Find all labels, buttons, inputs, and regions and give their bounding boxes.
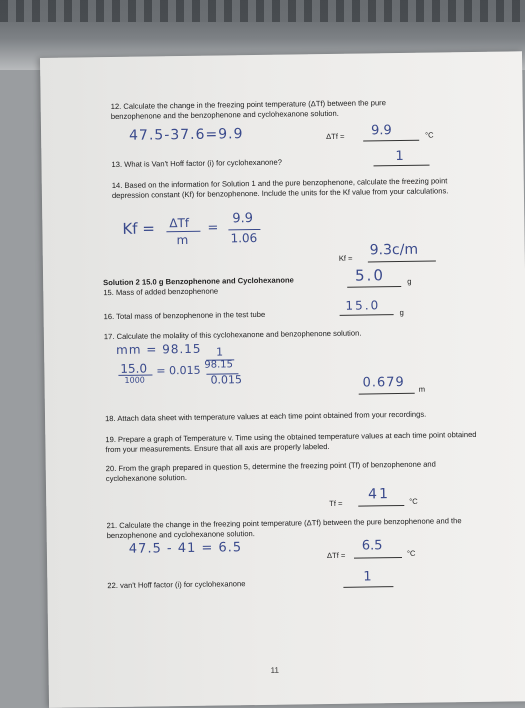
q12-text: 12. Calculate the change in the freezing point temperature (ΔTf) between the pure benzophenone and the benzophenone and cyclohexanone solution.: [110, 98, 386, 122]
q20-text: 20. From the graph prepared in question 5, determine the freezing point (Tf) of benzophenone and cyclohexanone solution.: [105, 459, 436, 484]
q14-work-num: 9.9: [232, 211, 254, 227]
q12-answer: 9.9: [370, 123, 392, 139]
q21-work: 47.5 - 41 = 6.5: [128, 540, 243, 557]
q13-text: 13. What is Van't Hoff factor (i) for cyclohexanone?: [111, 157, 282, 170]
q14-work-frac-den: m: [176, 232, 189, 248]
q17-unit: m: [418, 384, 426, 394]
q14-work-lhs: Kf =: [122, 219, 155, 238]
q17-answer-line[interactable]: [358, 374, 414, 395]
q20-unit: °C: [409, 496, 418, 506]
worksheet-page: [40, 51, 525, 708]
q15-unit: g: [407, 276, 412, 286]
q14-answer: 9.3c/m: [369, 241, 419, 259]
q14-field-label: Kf =: [338, 253, 353, 263]
q16-text: 16. Total mass of benzophenone in the test tube: [103, 309, 266, 322]
q14-work-frac-num: ΔTf: [169, 215, 190, 231]
q21-answer: 6.5: [361, 538, 383, 554]
q12-field-label: ΔTf =: [326, 131, 345, 142]
q16-answer: 15.0: [345, 298, 381, 313]
q17-work-result: = 0.015: [156, 363, 201, 378]
q22-answer-line[interactable]: [343, 571, 393, 588]
q20-field-label: Tf =: [329, 498, 343, 509]
q21-answer-line[interactable]: [354, 538, 402, 559]
q15-text: 15. Mass of added benzophenone: [103, 286, 219, 298]
q13-answer: 1: [395, 148, 404, 165]
background-fabric: [0, 0, 525, 22]
q17-work2-mid: 98.15: [204, 359, 234, 371]
q15-answer-line[interactable]: [347, 266, 401, 288]
q13-answer-line[interactable]: [373, 148, 429, 167]
q20-answer: 41: [368, 486, 391, 503]
q20-answer-line[interactable]: [358, 486, 404, 507]
q12-answer-line[interactable]: [363, 123, 419, 142]
q22-answer: 1: [363, 569, 372, 585]
q17-work-frac-num: 15.0: [120, 361, 148, 376]
q19-text: 19. Prepare a graph of Temperature v. Time using the obtained temperature values at each time point obtained from your measurements. Ensure that all axis are properly labeled.: [105, 429, 477, 455]
q17-answer: 0.679: [362, 374, 405, 391]
q14-answer-line[interactable]: [368, 241, 436, 262]
q14-work-den: 1.06: [230, 230, 258, 246]
q14-text: 14. Based on the information for Solution 1 and the pure benzophenone, calculate the freezing point depression constant (Kf) for benzophenone. Include the units for the Kf value from your calculations.: [111, 176, 449, 201]
q17-work-frac-den: 1000: [124, 375, 145, 385]
q12-work: 47.5-37.6=9.9: [128, 126, 244, 144]
q17-text: 17. Calculate the molality of this cyclohexanone and benzophenone solution.: [103, 328, 362, 342]
q16-unit: g: [399, 307, 404, 318]
q12-unit: °C: [425, 130, 434, 140]
q16-answer-line[interactable]: [339, 300, 393, 316]
q18-text: 18. Attach data sheet with temperature values at each time point obtained from your recordings.: [104, 409, 427, 424]
q21-unit: °C: [406, 548, 416, 558]
q15-answer: 5.0: [354, 266, 386, 285]
q22-text: 22. van't Hoff factor (i) for cyclohexanone: [107, 579, 246, 591]
page-number: 11: [270, 665, 279, 675]
q17-work2-bot: 0.015: [210, 373, 243, 387]
q21-field-label: ΔTf =: [326, 550, 346, 561]
q17-work2-top: 1: [216, 345, 224, 359]
q17-work-mm: mm = 98.15: [115, 341, 202, 357]
solution2-heading: Solution 2 15.0 g Benzophenone and Cyclohexanone: [103, 275, 294, 288]
q14-work-eq: =: [207, 220, 219, 236]
q21-text: 21. Calculate the change in the freezing point temperature (ΔTf) between the pure benzophenone and the benzophenone and cyclohexanone solution.: [106, 516, 462, 541]
